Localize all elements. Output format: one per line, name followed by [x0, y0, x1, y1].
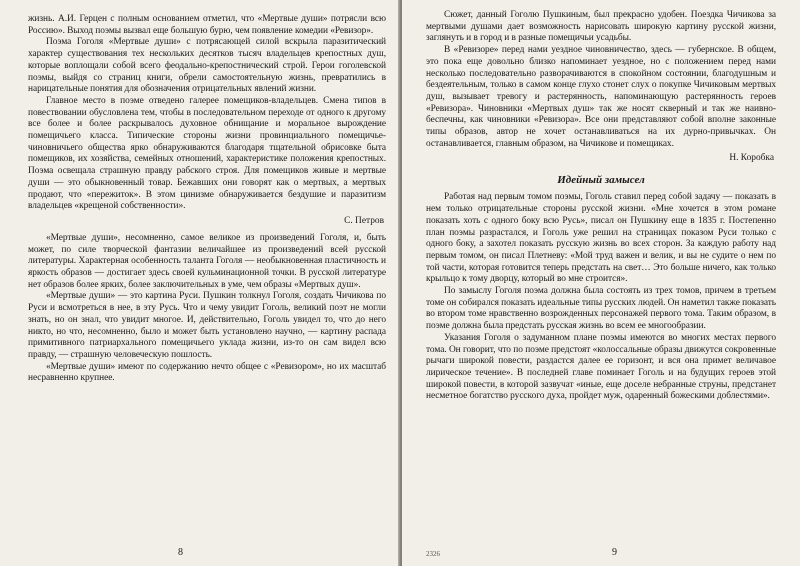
signature-petrov: С. Петров	[344, 215, 384, 226]
paragraph: Поэма Гоголя «Мертвые души» с потрясающей силой вскрыла паразитический характер существования тех нескольких десятков тысяч владельцев крепостных душ, которые воплощали собой всего феодально-крепостнический строй. Герои гоголевской поэмы, выйдя со страниц книги, обрели самостоятельную жизнь, превратились в нарицательные понятия для обозначения отрицательных явлений жизни.	[28, 37, 386, 95]
paragraph: Работая над первым томом поэмы, Гоголь ставил перед собой задачу — показать в нем только отрицательные стороны русской жизни. «Мне хочется в этом романе показать хоть с одного боку всю Русь», писал он Пушкину еще в 1835 г. Постепенно план поэмы разрастался, и Гоголь уже решил на страницах показом Руси только с одного боку, а захотел показать русскую жизнь во всех сторон. За каждую работу над первым томом, он писал Плетневу: «Мой труд важен и велик, и вы не судите о нем по той части, которая готовится теперь предстать на свет… Это больше ничего, как только крыльцо к тому дворцу, который во мне строится».	[426, 192, 776, 285]
page-number-right: 9	[612, 547, 617, 558]
section-heading: Идейный замысел	[557, 174, 645, 187]
right-page	[402, 0, 800, 566]
signature-korobka: Н. Коробка	[729, 153, 774, 164]
paragraph: «Мертвые души» имеют по содержанию нечто общее с «Ревизором», но их масштаб несравненно крупнее.	[28, 361, 386, 384]
paragraph: «Мертвые души» — это картина Руси. Пушкин толкнул Гоголя, создать Чичикова по Руси и всмотреться в нее, в эту Русь. Что и чему увидит Гоголь, великий поэт не могли знать, но он знал, что увидит многое. И, действительно, Гоголь увидел то, что до него никто, но что, несомненно, было и может быть установлено научно, — картину распада примитивного патриархального помещичьего уклада жизни, из-то он сам видел всю правду, — страшную человеческую пошлость.	[28, 291, 386, 360]
left-page-text-block-2	[28, 233, 386, 385]
paragraph: Сюжет, данный Гоголю Пушкиным, был прекрасно удобен. Поездка Чичикова за мертвыми душами дает возможность нарисовать широкую картину русской жизни, заглянуть и в город и в разные помещичьи усадьбы.	[426, 10, 776, 44]
paragraph: По замыслу Гоголя поэма должна была состоять из трех томов, причем в третьем томе он собирался показать идеальные типы русских людей. Он наметил также показать во втором томе нравственно возрожденных персонажей первого тома. Таким образом, в поэме должна была предстать русская жизнь во всем ее многообразии.	[426, 286, 777, 332]
footer-mark: 2326	[426, 550, 440, 558]
right-page-text-block-2	[426, 192, 776, 403]
left-page-text-block-1	[28, 14, 386, 213]
right-page-text-block-1	[426, 10, 776, 150]
paragraph: В «Ревизоре» перед нами уездное чиновничество, здесь — губернское. В общем, это пока еще довольно близко напоминает уездное, но с положением перед нами несколько последовательно разворачиваются в спокойном состоянии, благодушным и бездеятельным, только в самом конце глухо стонет слух о покупке Чичиковым мертвых душ, вызывает тревогу и растерянность, напоминающую растерянность героев «Ревизора». Чиновники «Мертвых душ» так же носят скверный и так же наивно-беспечны, как чиновники «Ревизора». Все они представляют собой вполне законные типы образов, автор не хочет останавливаться на их дурно-привычках. Он останавливается, главным образом, на Чичикове и помещиках.	[426, 45, 776, 149]
paragraph: жизнь. А.И. Герцен с полным основанием отметил, что «Мертвые души» потрясли всю Россию». Выход поэмы вызвал еще большую бурю, чем появление комедии «Ревизор».	[28, 14, 386, 36]
paragraph: Главное место в поэме отведено галерее помещиков-владельцев. Смена типов в повествовании обусловлена тем, чтобы в последовательном переходе от одного к другому все более и более раскрывалось духовное обнищание и моральное вырождение помещичьего класса. Типические стороны жизни провинциального помещичье-чиновничьего общества ярко обнаруживаются благодаря тщательной обрисовке быта помещиков, их хозяйства, семейных отношений, характеристике положения крепостных. Поэма освещала страшную правду рабского строя. Для помещиков живые и мертвые души — это обыкновенный товар. Бежавших они говорят как о мертвых, а мертвых продают, что «пережиток». В этом цинизме обнаруживается бездушие и паразитизм владельцев «крещеной собственности».	[28, 95, 386, 212]
paragraph: «Мертвые души», несомненно, самое великое из произведений Гоголя, и, быть может, по силе творческой фантазии величайшее из произведений всей русской литературы. Характерная особенность таланта Гоголя — необыкновенная пластичность и яркость образов — достигает здесь своей кульминационной точки. В русской литературе нет образов более ярких, более заключительных в уме, чем образы «Мертвых душ».	[28, 232, 386, 290]
page-number-left: 8	[178, 547, 183, 558]
paragraph: Указания Гоголя о задуманном плане поэмы имеются во многих местах первого тома. Он говорит, что по поэме предстоят «колоссальные образы движутся сокровенные рычаги широкой повести, раздастся далее ее горизонт, и вся она примет величавое лирическое течение». В последней главе поминает Гоголь и на будущих героев этой широкой повести, в которой зазвучат «иные, еще доселе небранные струны, предстанет несметное богатство русского духа, пройдет муж, одаренный божескими доблестями».	[426, 332, 776, 402]
